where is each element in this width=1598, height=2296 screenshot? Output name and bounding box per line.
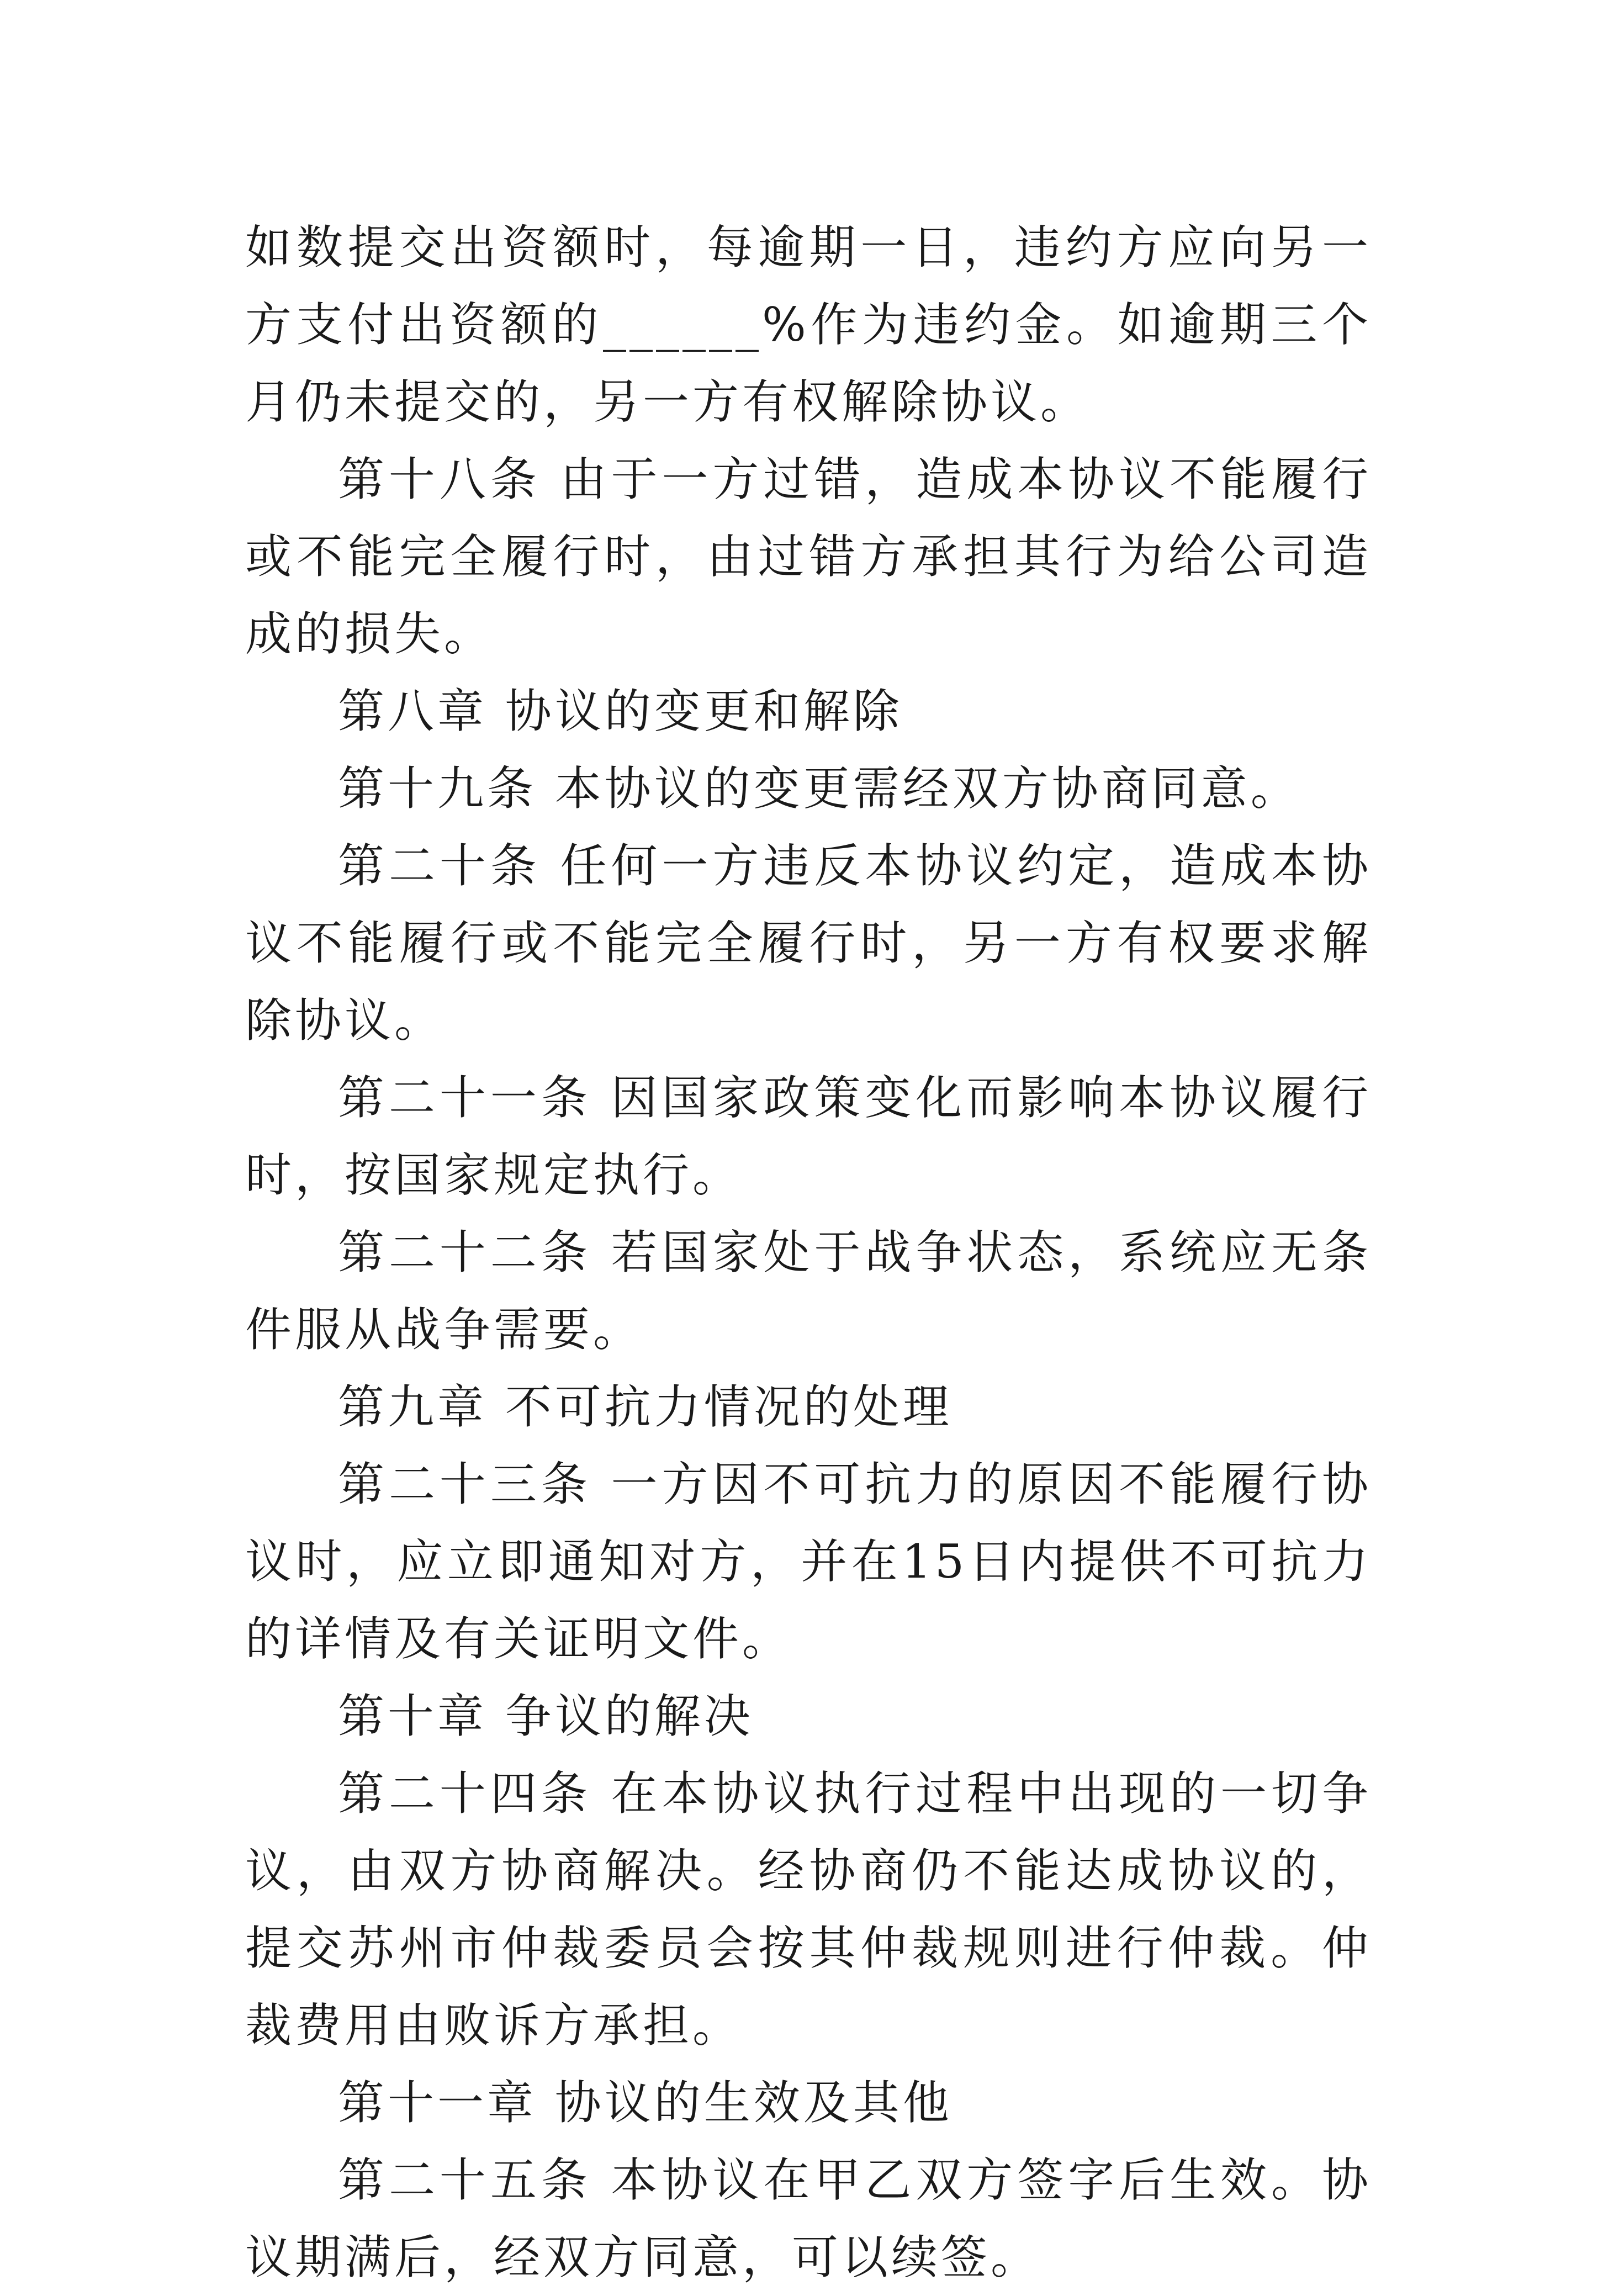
paragraph-article-20: 第二十条 任何一方违反本协议约定，造成本协议不能履行或不能完全履行时，另一方有权要求解除协议。 — [245, 839, 1372, 1048]
chapter-11-heading: 第十一章 协议的生效及其他 — [338, 2076, 953, 2130]
paragraph-article-18: 第十八条 由于一方过错，造成本协议不能履行或不能完全履行时，由过错方承担其行为给公司造成的损失。 — [245, 452, 1372, 661]
chapter-10-heading: 第十章 争议的解决 — [338, 1689, 754, 1743]
paragraph-article-25: 第二十五条 本协议在甲乙双方签字后生效。协议期满后，经双方同意，可以续签。 — [245, 2153, 1372, 2284]
paragraph-article-23: 第二十三条 一方因不可抗力的原因不能履行协议时，应立即通知对方，并在15日内提供不可抗力的详情及有关证明文件。 — [245, 1457, 1372, 1666]
chapter-8-heading: 第八章 协议的变更和解除 — [338, 684, 903, 738]
document-body — [245, 209, 1372, 2296]
paragraph-article-21: 第二十一条 因国家政策变化而影响本协议履行时，按国家规定执行。 — [245, 1071, 1372, 1202]
chapter-9-heading: 第九章 不可抗力情况的处理 — [338, 1380, 953, 1434]
paragraph-article-22: 第二十二条 若国家处于战争状态，系统应无条件服从战争需要。 — [245, 1225, 1372, 1357]
paragraph-article-24: 第二十四条 在本协议执行过程中出现的一切争议，由双方协商解决。经协商仍不能达成协议的，提交苏州市仲裁委员会按其仲裁规则进行仲裁。仲裁费用由败诉方承担。 — [245, 1766, 1372, 2052]
paragraph-breach-penalty: 如数提交出资额时，每逾期一日，违约方应向另一方支付出资额的______%作为违约金。如逾期三个月仍未提交的，另一方有权解除协议。 — [245, 220, 1372, 429]
paragraph-article-19: 第十九条 本协议的变更需经双方协商同意。 — [338, 761, 1300, 816]
